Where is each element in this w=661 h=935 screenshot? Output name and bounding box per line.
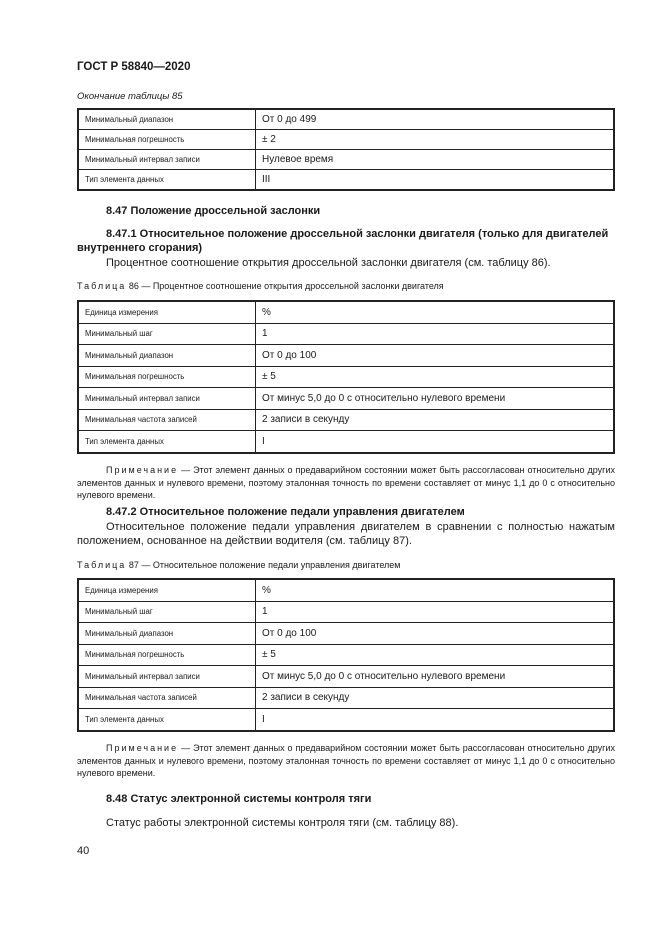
parameter-cell: Минимальный интервал записи (78, 666, 256, 688)
table-row (78, 366, 614, 388)
parameter-cell: Минимальный шаг (78, 323, 256, 345)
table-row (78, 666, 614, 688)
parameter-cell: Минимальная погрешность (78, 644, 256, 666)
paragraph: Относительное положение педали управления двигателем в сравнении с полностью нажатым положением, основанное на действии водителя (см. таблицу 87). (77, 521, 615, 547)
parameter-cell: Минимальный интервал записи (78, 150, 256, 170)
table-caption-86 (77, 281, 444, 291)
table-row (78, 130, 614, 150)
value-cell: От 0 до 499 (256, 109, 615, 130)
value-cell: % (256, 301, 615, 323)
table-row (78, 170, 614, 191)
note-86 (77, 464, 615, 502)
parameter-cell: Минимальный шаг (78, 601, 256, 623)
value-cell: % (256, 579, 615, 601)
table-row (78, 623, 614, 645)
parameter-cell: Тип элемента данных (78, 431, 256, 453)
parameter-cell: Минимальная частота записей (78, 687, 256, 709)
paragraph: Процентное соотношение открытия дроссельной заслонки двигателя (см. таблицу 86). (106, 257, 551, 269)
table-row (78, 709, 614, 731)
value-cell: I (256, 431, 615, 453)
parameter-cell: Минимальный интервал записи (78, 388, 256, 410)
section-heading-8-48: 8.48 Статус электронной системы контроля тяги (106, 793, 372, 805)
table-row (78, 301, 614, 323)
value-cell: От 0 до 100 (256, 623, 615, 645)
section-heading-8-47: 8.47 Положение дроссельной заслонки (106, 205, 321, 217)
note-label: Примечание (106, 743, 179, 753)
caption-text: 87 — Относительное положение педали управления двигателем (128, 560, 401, 570)
document-header: ГОСТ Р 58840—2020 (77, 61, 191, 73)
parameter-cell: Минимальная погрешность (78, 130, 256, 150)
table-row (78, 579, 614, 601)
section-heading-8-47-1: 8.47.1 Относительное положение дроссельной заслонки двигателя (только для двигателей внутреннего сгорания) (77, 228, 609, 254)
value-cell: 1 (256, 323, 615, 345)
value-cell: III (256, 170, 615, 191)
table-87 (77, 578, 615, 732)
parameter-cell: Минимальная частота записей (78, 409, 256, 431)
table-row (78, 409, 614, 431)
table-86 (77, 300, 615, 454)
value-cell: ± 5 (256, 366, 615, 388)
parameter-cell: Минимальный диапазон (78, 345, 256, 367)
table-row (78, 345, 614, 367)
table-row (78, 150, 614, 170)
paragraph: Статус работы электронной системы контроля тяги (см. таблицу 88). (106, 817, 459, 829)
table-row (78, 601, 614, 623)
value-cell: Нулевое время (256, 150, 615, 170)
value-cell: 1 (256, 601, 615, 623)
parameter-cell: Минимальный диапазон (78, 109, 256, 130)
parameter-cell: Минимальный диапазон (78, 623, 256, 645)
value-cell: От 0 до 100 (256, 345, 615, 367)
value-cell: От минус 5,0 до 0 с относительно нулевого времени (256, 666, 615, 688)
value-cell: 2 записи в секунду (256, 409, 615, 431)
table-85 (77, 108, 615, 191)
table-label: Таблица (77, 560, 127, 570)
note-text: — Этот элемент данных о предаварийном состоянии может быть рассогласован относительно других элементов данных и нулевого времени, поэтому эталонная точность по времени составляет от минус 1,1 до 0 с относительно нулевого времени. (77, 465, 615, 500)
value-cell: ± 2 (256, 130, 615, 150)
table-row (78, 388, 614, 410)
note-text: — Этот элемент данных о предаварийном состоянии может быть рассогласован относительно других элементов данных и нулевого времени, поэтому эталонная точность по времени составляет от минус 1,1 до 0 с относительно нулевого времени. (77, 743, 615, 778)
page-number: 40 (77, 845, 90, 857)
table-row (78, 687, 614, 709)
parameter-cell: Тип элемента данных (78, 709, 256, 731)
note-87 (77, 742, 615, 780)
table-row (78, 323, 614, 345)
table-continuation-label: Окончание таблицы 85 (77, 91, 183, 102)
section-heading-8-47-2: 8.47.2 Относительное положение педали управления двигателем (106, 506, 465, 518)
parameter-cell: Единица измерения (78, 301, 256, 323)
value-cell: 2 записи в секунду (256, 687, 615, 709)
note-label: Примечание (106, 465, 179, 475)
table-row (78, 644, 614, 666)
parameter-cell: Минимальная погрешность (78, 366, 256, 388)
parameter-cell: Тип элемента данных (78, 170, 256, 191)
table-caption-87 (77, 560, 401, 570)
value-cell: I (256, 709, 615, 731)
value-cell: От минус 5,0 до 0 с относительно нулевого времени (256, 388, 615, 410)
table-row (78, 431, 614, 453)
table-label: Таблица (77, 281, 127, 291)
parameter-cell: Единица измерения (78, 579, 256, 601)
value-cell: ± 5 (256, 644, 615, 666)
caption-text: 86 — Процентное соотношение открытия дроссельной заслонки двигателя (128, 281, 444, 291)
table-row (78, 109, 614, 130)
